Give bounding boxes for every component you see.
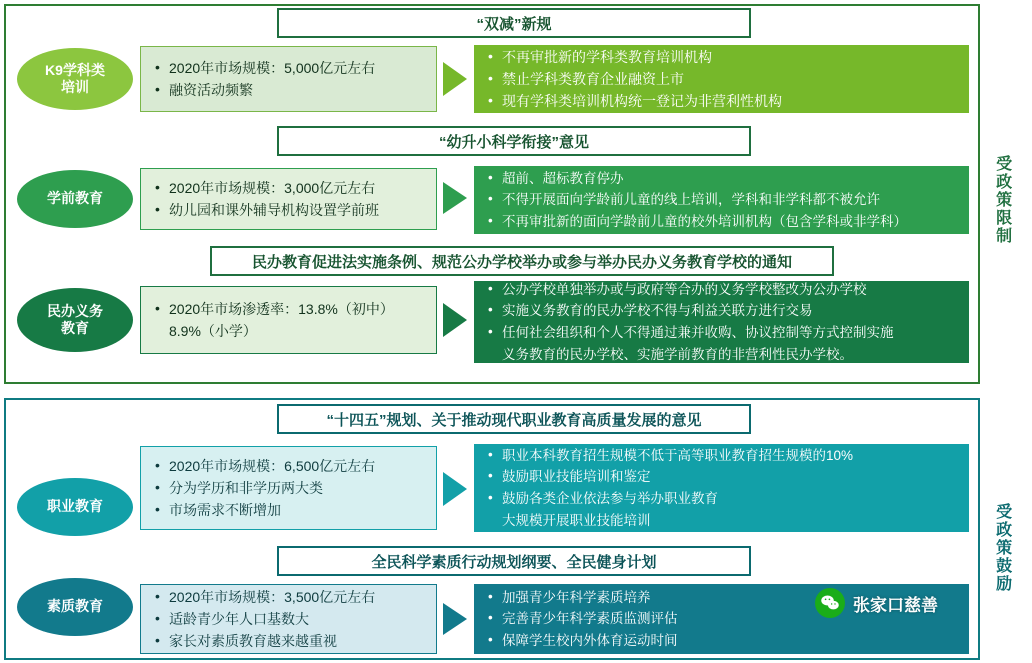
facts-k9 bbox=[140, 46, 437, 112]
side-label-encouraged: 受政策鼓励 bbox=[993, 503, 1011, 593]
policies-vocational bbox=[474, 444, 969, 532]
fact-item: • 市场需求不断增加 bbox=[155, 500, 426, 520]
category-compulsory-line2: 教育 bbox=[61, 320, 89, 336]
banner-quanmin: 全民科学素质行动规划纲要、全民健身计划 bbox=[277, 546, 751, 576]
policy-item: • 公办学校单独举办或与政府等合办的义务学校整改为公办学校 bbox=[488, 280, 957, 300]
policy-item: • 职业本科教育招生规模不低于高等职业教育招生规模的10% bbox=[488, 446, 957, 466]
category-k9-line1: K9学科类 bbox=[45, 61, 105, 78]
category-preschool: 学前教育 bbox=[17, 170, 133, 228]
policies-compulsory bbox=[474, 281, 969, 363]
policy-item: • 加强青少年科学素质培养 bbox=[488, 588, 957, 608]
policy-item: • 任何社会组织和个人不得通过兼并收购、协议控制等方式控制实施 bbox=[488, 323, 957, 343]
arrow-k9-icon bbox=[443, 62, 467, 96]
category-quality: 素质教育 bbox=[17, 578, 133, 636]
arrow-preschool-icon bbox=[443, 182, 467, 214]
category-compulsory-line1: 民办义务 bbox=[47, 302, 103, 319]
arrow-quality-icon bbox=[443, 603, 467, 635]
fact-item: • 2020年市场规模：3,500亿元左右 bbox=[155, 587, 426, 607]
wechat-icon bbox=[815, 588, 845, 618]
policy-item: 大规模开展职业技能培训 bbox=[502, 512, 651, 528]
banner-youshengxiao: “幼升小科学衔接”意见 bbox=[277, 126, 751, 156]
fact-item: • 融资活动频繁 bbox=[155, 80, 426, 100]
policy-item: • 鼓励职业技能培训和鉴定 bbox=[488, 467, 957, 487]
category-compulsory bbox=[17, 288, 133, 352]
side-label-restricted: 受政策限制 bbox=[993, 155, 1011, 245]
watermark-text: 张家口慈善 bbox=[853, 595, 938, 615]
facts-preschool bbox=[140, 168, 437, 230]
policy-item: 义务教育的民办学校、实施学前教育的非营利性民办学校。 bbox=[502, 346, 853, 362]
fact-item: • 家长对素质教育越来越重视 bbox=[155, 631, 426, 651]
category-k9-line2: 培训 bbox=[61, 79, 89, 95]
policy-item: • 实施义务教育的民办学校不得与利益关联方进行交易 bbox=[488, 301, 957, 321]
policy-item: • 禁止学科类教育企业融资上市 bbox=[488, 69, 957, 89]
banner-minban: 民办教育促进法实施条例、规范公办学校举办或参与举办民办义务教育学校的通知 bbox=[210, 246, 834, 276]
policy-item: • 不得开展面向学龄前儿童的线上培训，学科和非学科都不被允许 bbox=[488, 190, 957, 210]
arrow-vocational-icon bbox=[443, 472, 467, 506]
facts-vocational bbox=[140, 446, 437, 530]
facts-quality bbox=[140, 584, 437, 654]
policy-item: • 现有学科类培训机构统一登记为非营利性机构 bbox=[488, 91, 957, 111]
fact-item: • 适龄青少年人口基数大 bbox=[155, 609, 426, 629]
policy-item: • 保障学生校内外体育运动时间 bbox=[488, 631, 957, 651]
banner-shisiwu: “十四五”规划、关于推动现代职业教育高质量发展的意见 bbox=[277, 404, 751, 434]
arrow-compulsory-icon bbox=[443, 303, 467, 337]
fact-item: • 分为学历和非学历两大类 bbox=[155, 478, 426, 498]
policies-k9 bbox=[474, 45, 969, 113]
banner-shuangjian: “双减”新规 bbox=[277, 8, 751, 38]
facts-compulsory bbox=[140, 286, 437, 354]
policy-item: • 不再审批新的面向学龄前儿童的校外培训机构（包含学科或非学科） bbox=[488, 212, 957, 232]
fact-item: 8.9%（小学） bbox=[169, 323, 257, 339]
policy-item: • 超前、超标教育停办 bbox=[488, 169, 957, 189]
category-k9 bbox=[17, 48, 133, 110]
policy-item: • 鼓励各类企业依法参与举办职业教育 bbox=[488, 489, 957, 509]
policy-item: • 不再审批新的学科类教育培训机构 bbox=[488, 47, 957, 67]
category-vocational: 职业教育 bbox=[17, 478, 133, 536]
fact-item: • 2020年市场规模：5,000亿元左右 bbox=[155, 58, 426, 78]
policies-preschool bbox=[474, 166, 969, 234]
fact-item: • 幼儿园和课外辅导机构设置学前班 bbox=[155, 200, 426, 220]
fact-item: • 2020年市场渗透率：13.8%（初中） bbox=[155, 299, 426, 319]
fact-item: • 2020年市场规模：3,000亿元左右 bbox=[155, 178, 426, 198]
policy-item: • 完善青少年科学素质监测评估 bbox=[488, 609, 957, 629]
fact-item: • 2020年市场规模：6,500亿元左右 bbox=[155, 456, 426, 476]
watermark bbox=[815, 588, 938, 618]
